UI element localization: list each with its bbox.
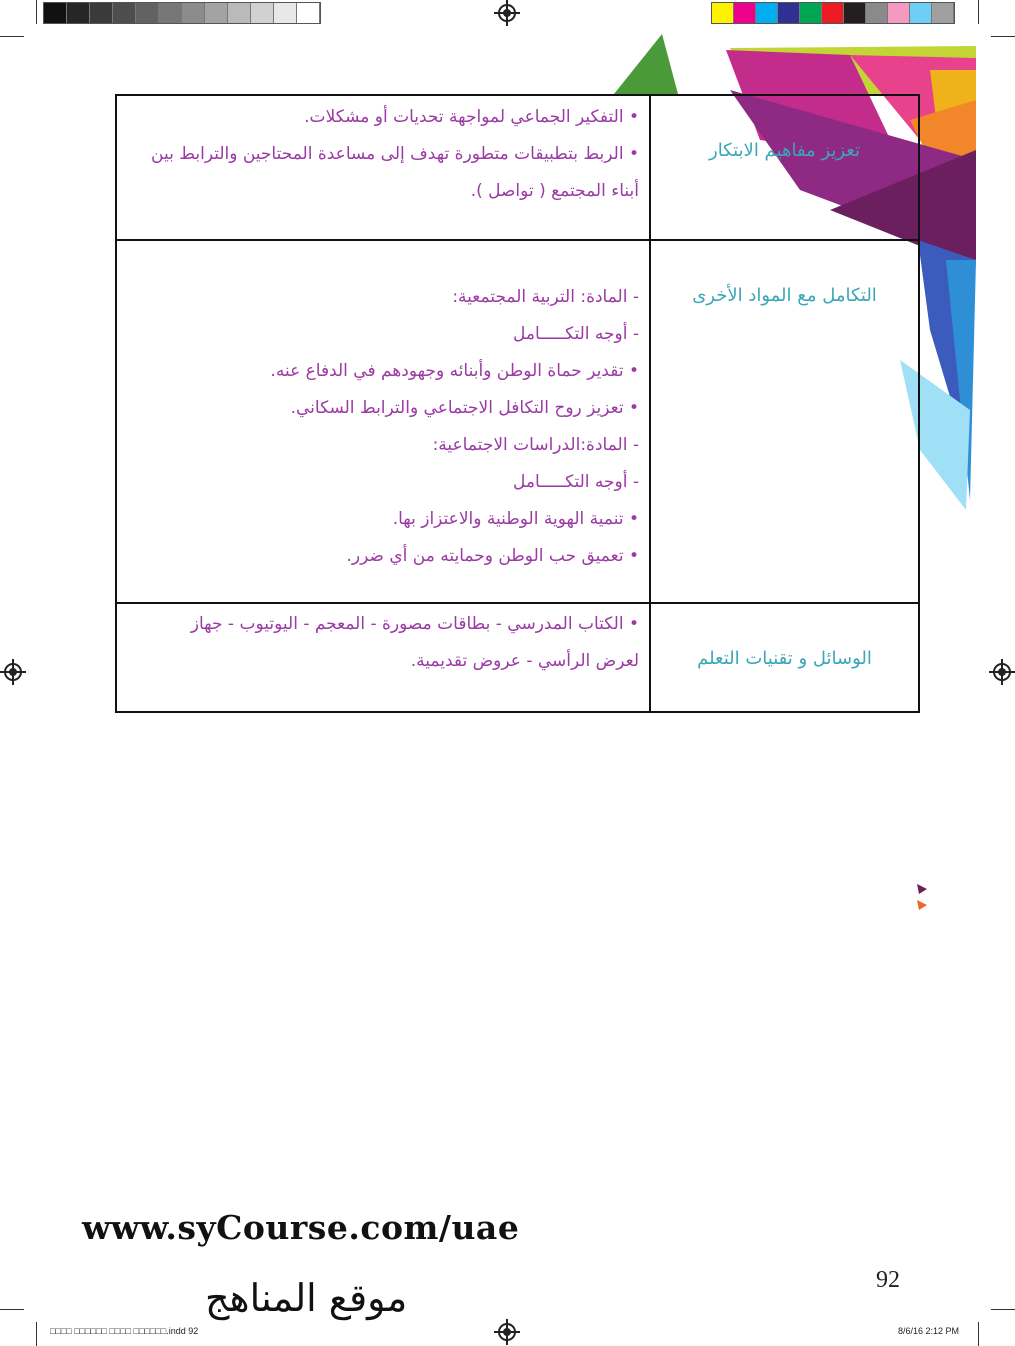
table-row xyxy=(116,240,919,603)
row-label: التكامل مع المواد الأخرى xyxy=(692,285,877,306)
content-line: أبناء المجتمع ( تواصل ). xyxy=(470,181,639,201)
gray-swatch xyxy=(205,3,228,23)
gray-swatch xyxy=(44,3,67,23)
table-cell-content xyxy=(116,603,650,712)
content-line: • تعزيز روح التكافل الاجتماعي والترابط السكاني. xyxy=(290,398,639,418)
color-swatch xyxy=(822,3,844,23)
color-swatch xyxy=(778,3,800,23)
table-row xyxy=(116,95,919,240)
gray-swatch xyxy=(67,3,90,23)
color-swatch xyxy=(712,3,734,23)
crop-mark xyxy=(0,36,24,37)
table-cell-content xyxy=(116,240,650,603)
gray-swatch xyxy=(274,3,297,23)
gray-swatch xyxy=(159,3,182,23)
row-label: تعزيز مفاهيم الابتكار xyxy=(709,140,860,161)
site-name: موقع المناهج xyxy=(205,1276,408,1320)
table-cell-label xyxy=(650,240,919,603)
content-line: - المادة:الدراسات الاجتماعية: xyxy=(432,435,639,455)
gray-swatch xyxy=(182,3,205,23)
table-cell-label xyxy=(650,95,919,240)
registration-mark-bottom-icon xyxy=(498,1323,516,1341)
content-line: - المادة: التربية المجتمعية: xyxy=(452,287,639,307)
crop-mark xyxy=(978,1322,979,1346)
content-line: • تنمية الهوية الوطنية والاعتزاز بها. xyxy=(392,509,639,529)
color-swatch xyxy=(888,3,910,23)
crop-mark xyxy=(0,1309,24,1310)
slug-filename: □□□□ □□□□□□ □□□□ □□□□□□.indd 92 xyxy=(50,1326,199,1336)
color-swatch xyxy=(844,3,866,23)
crop-mark xyxy=(36,0,37,24)
crop-mark xyxy=(991,1309,1015,1310)
color-registration-bar xyxy=(711,2,955,24)
registration-mark-left-icon xyxy=(4,663,22,681)
gray-swatch xyxy=(136,3,159,23)
gray-swatch xyxy=(251,3,274,23)
color-swatch xyxy=(932,3,954,23)
registration-mark-top-icon xyxy=(498,4,516,22)
content-line: • تعميق حب الوطن وحمايته من أي ضرر. xyxy=(346,546,639,566)
decorative-arrow-icon xyxy=(917,884,929,914)
content-line: لعرض الرأسي - عروض تقديمية. xyxy=(410,651,639,671)
row-label: الوسائل و تقنيات التعلم xyxy=(697,648,872,669)
crop-mark xyxy=(36,1322,37,1346)
crop-mark xyxy=(991,36,1015,37)
gray-swatch xyxy=(228,3,251,23)
slug-date: 8/6/16 2:12 PM xyxy=(898,1326,960,1336)
table-row xyxy=(116,603,919,712)
color-swatch xyxy=(734,3,756,23)
color-swatch xyxy=(910,3,932,23)
color-swatch xyxy=(756,3,778,23)
gray-swatch xyxy=(113,3,136,23)
gray-swatch xyxy=(90,3,113,23)
registration-mark-right-icon xyxy=(993,663,1011,681)
content-line: • الربط بتطبيقات متطورة تهدف إلى مساعدة المحتاجين والترابط بين xyxy=(151,144,639,164)
table-cell-content xyxy=(116,95,650,240)
crop-mark xyxy=(978,0,979,24)
content-line: • الكتاب المدرسي - بطاقات مصورة - المعجم - اليوتيوب - جهاز xyxy=(190,614,639,634)
content-line: - أوجه التكـــــامل xyxy=(513,472,639,492)
lesson-plan-table xyxy=(115,94,920,713)
content-line: • تقدير حماة الوطن وأبنائه وجهودهم في الدفاع عنه. xyxy=(270,361,639,381)
page-number: 92 xyxy=(876,1267,900,1293)
gray-swatch xyxy=(297,3,320,23)
table-cell-label xyxy=(650,603,919,712)
content-line: - أوجه التكـــــامل xyxy=(513,324,639,344)
content-line: • التفكير الجماعي لمواجهة تحديات أو مشكلات. xyxy=(304,107,639,127)
grayscale-registration-bar xyxy=(43,2,321,24)
color-swatch xyxy=(800,3,822,23)
color-swatch xyxy=(866,3,888,23)
website-url: www.syCourse.com/uae xyxy=(82,1208,520,1247)
